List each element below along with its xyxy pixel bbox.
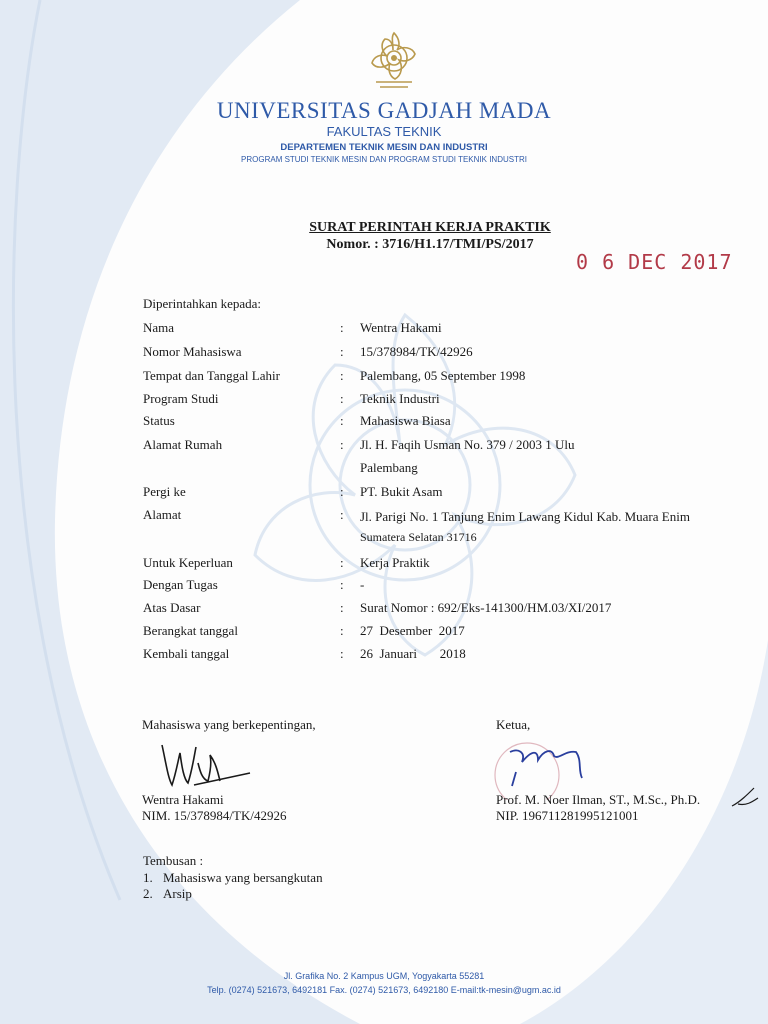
field-value-status: Mahasiswa Biasa [360, 413, 451, 428]
carbon-copy-item [143, 886, 192, 902]
field-label-home-address: Alamat Rumah [143, 437, 223, 452]
field-label-nama: Nama [143, 320, 175, 335]
field-colon: : [340, 623, 344, 638]
head-signature-label: Ketua, [496, 717, 531, 732]
field-value-program: Teknik Industri [360, 391, 440, 406]
field-colon: : [340, 413, 344, 428]
carbon-copy-number: 1. [143, 870, 153, 885]
field-label-nim: Nomor Mahasiswa [143, 344, 242, 359]
date-stamp: 0 6 DEC 2017 [576, 250, 733, 274]
faculty-name: FAKULTAS TEKNIK [326, 124, 442, 139]
student-nim: NIM. 15/378984/TK/42926 [142, 808, 287, 823]
field-label-program: Program Studi [143, 391, 219, 406]
field-value-home-address: Jl. H. Faqih Usman No. 379 / 2003 1 Ulu [360, 437, 575, 452]
field-value-destination: PT. Bukit Asam [360, 484, 443, 499]
field-value-purpose: Kerja Praktik [360, 555, 430, 570]
department-name: DEPARTEMEN TEKNIK MESIN DAN INDUSTRI [280, 142, 488, 153]
field-label-destination: Pergi ke [143, 484, 186, 499]
field-colon: : [340, 344, 344, 359]
field-label-return: Kembali tanggal [143, 646, 230, 661]
field-value-basis: Surat Nomor : 692/Eks-141300/HM.03/XI/2017 [360, 600, 612, 615]
field-colon: : [340, 391, 344, 406]
field-value-home-address-line2: Palembang [360, 460, 418, 475]
field-label-task: Dengan Tugas [143, 577, 218, 592]
field-colon: : [340, 507, 344, 522]
initial-mark [728, 784, 762, 812]
head-signature [482, 730, 612, 800]
field-colon: : [340, 437, 344, 452]
carbon-copy-text: Mahasiswa yang bersangkutan [163, 870, 323, 885]
field-colon: : [340, 577, 344, 592]
field-value-departure: 27 Desember 2017 [360, 623, 465, 638]
carbon-copy-text: Arsip [163, 886, 192, 901]
field-colon: : [340, 368, 344, 383]
student-signature-label: Mahasiswa yang berkepentingan, [142, 717, 316, 732]
field-value-task: - [360, 577, 365, 592]
field-value-address-line2: Sumatera Selatan 31716 [360, 530, 477, 544]
document-title: SURAT PERINTAH KERJA PRAKTIK [309, 220, 551, 235]
field-colon: : [340, 555, 344, 570]
ugm-logo [362, 30, 426, 96]
field-colon: : [340, 484, 344, 499]
footer-contact: Telp. (0274) 521673, 6492181 Fax. (0274) 521673, 6492180 E-mail:tk-mesin@ugm.ac.id [207, 985, 561, 995]
study-programs: PROGRAM STUDI TEKNIK MESIN DAN PROGRAM STUDI TEKNIK INDUSTRI [241, 155, 527, 164]
head-nip: NIP. 196711281995121001 [496, 808, 639, 823]
field-value-nama: Wentra Hakami [360, 320, 442, 335]
field-colon: : [340, 320, 344, 335]
field-colon: : [340, 646, 344, 661]
footer-address: Jl. Grafika No. 2 Kampus UGM, Yogyakarta 55281 [283, 971, 485, 981]
field-value-return: 26 Januari 2018 [360, 646, 466, 661]
field-label-birth: Tempat dan Tanggal Lahir [143, 368, 280, 383]
field-label-address: Alamat [143, 507, 182, 522]
field-label-purpose: Untuk Keperluan [143, 555, 233, 570]
document-number: Nomor. : 3716/H1.17/TMI/PS/2017 [326, 237, 534, 252]
field-value-birth: Palembang, 05 September 1998 [360, 368, 526, 383]
carbon-copy-title: Tembusan : [143, 853, 204, 868]
student-name: Wentra Hakami [142, 792, 224, 807]
head-name: Prof. M. Noer Ilman, ST., M.Sc., Ph.D. [496, 792, 701, 807]
carbon-copy-item [143, 870, 323, 886]
intro-text: Diperintahkan kepada: [143, 296, 262, 311]
field-label-status: Status [143, 413, 175, 428]
field-label-departure: Berangkat tanggal [143, 623, 238, 638]
university-name: UNIVERSITAS GADJAH MADA [216, 98, 552, 123]
field-value-nim: 15/378984/TK/42926 [360, 344, 473, 359]
carbon-copy-number: 2. [143, 886, 153, 901]
field-colon: : [340, 600, 344, 615]
field-value-address: Jl. Parigi No. 1 Tanjung Enim Lawang Kidul Kab. Muara Enim [360, 509, 690, 524]
field-label-basis: Atas Dasar [143, 600, 201, 615]
